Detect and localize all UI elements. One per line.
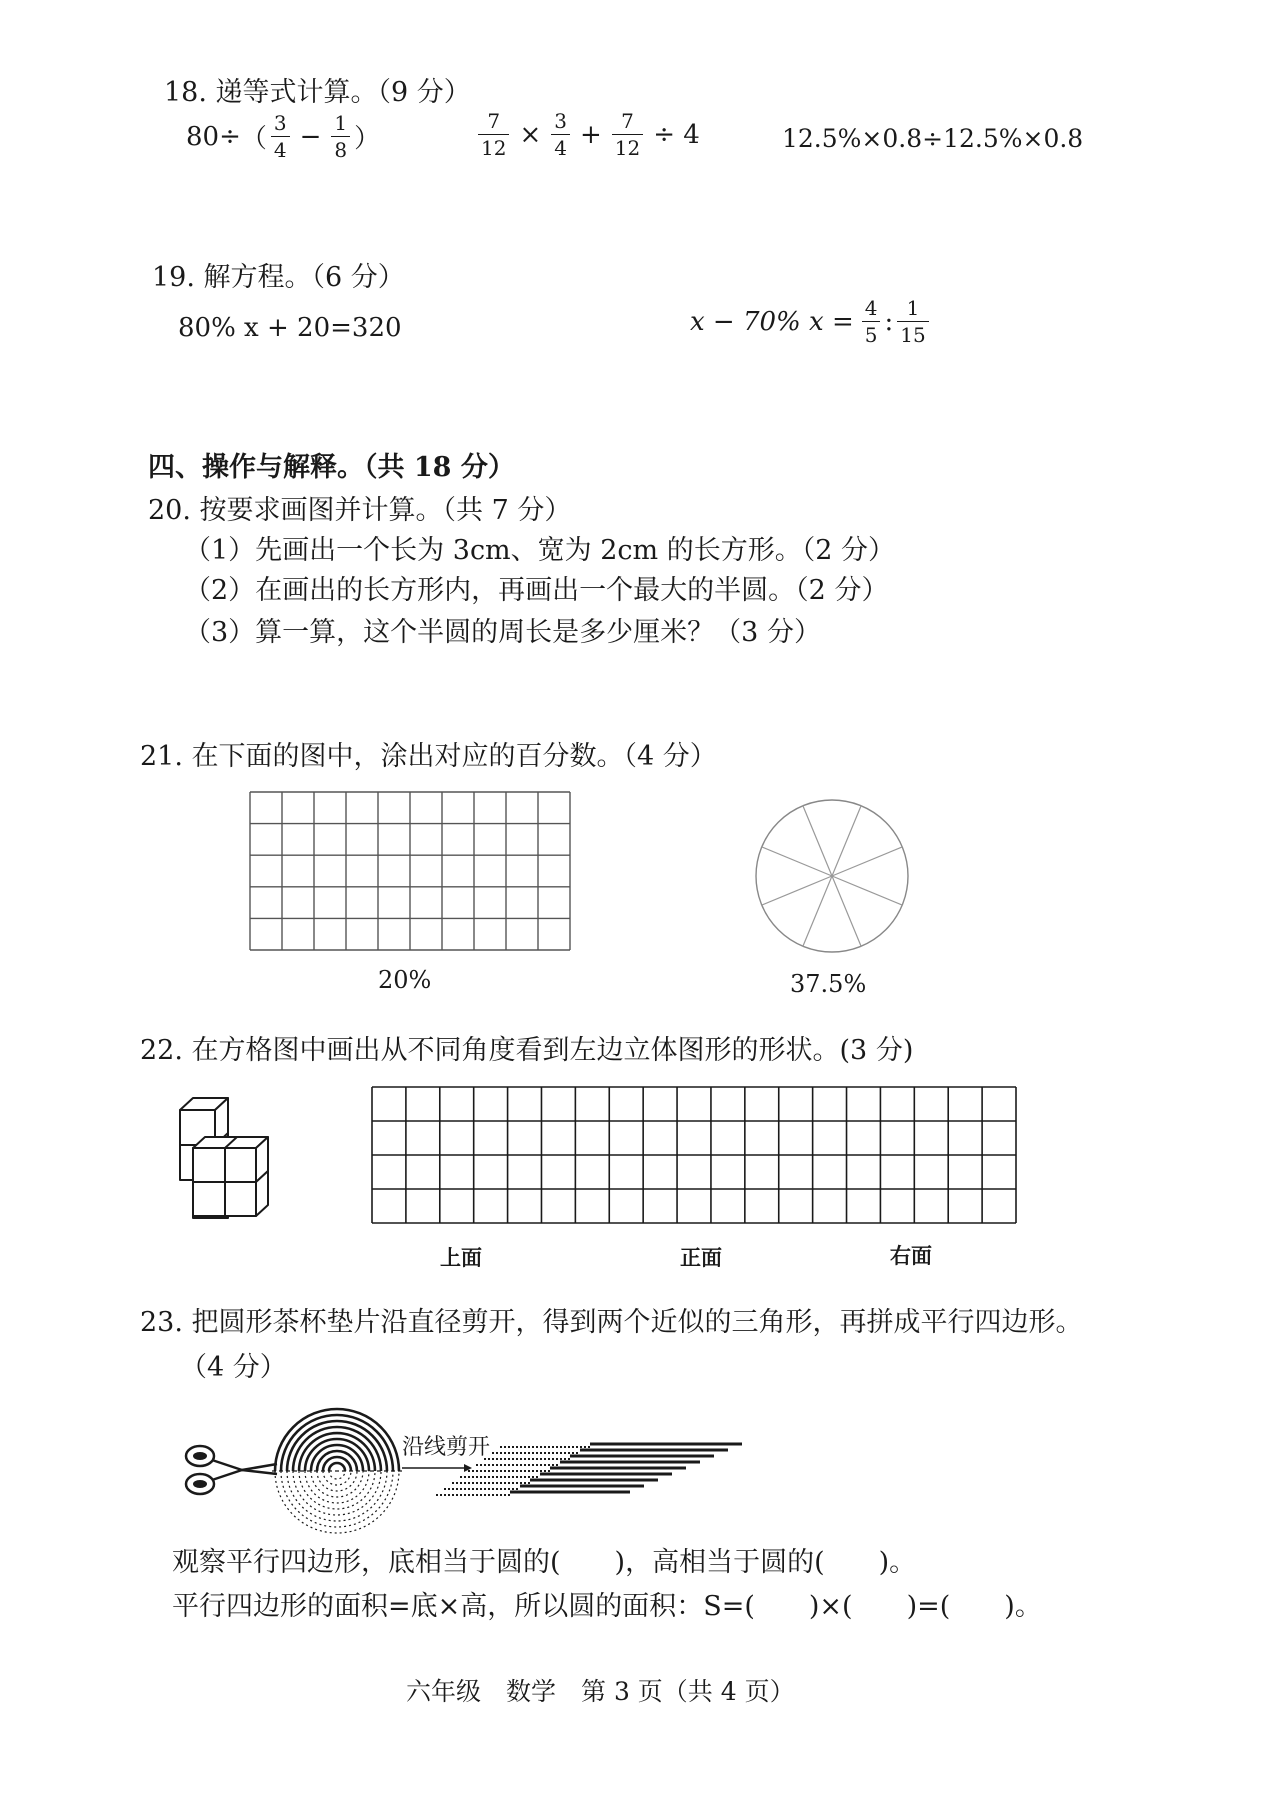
ring-arc bbox=[281, 1471, 393, 1527]
ring-arc bbox=[329, 1471, 345, 1479]
fraction: $\frac{1}{15}$ bbox=[897, 298, 928, 345]
e1-lead: 80÷ bbox=[186, 121, 241, 152]
arrow-right-icon bbox=[402, 1462, 472, 1474]
q18-title: 18. 递等式计算。（9 分） bbox=[164, 77, 471, 108]
ring-arc bbox=[275, 1471, 399, 1533]
ring-arc bbox=[323, 1471, 351, 1485]
q18-expression-1 bbox=[186, 113, 380, 160]
operator: ÷ 4 bbox=[653, 119, 700, 150]
e2-lead: x − 70% x = bbox=[690, 306, 854, 337]
cut-along-line-label: 沿线剪开 bbox=[402, 1435, 491, 1460]
scissors-icon bbox=[182, 1440, 282, 1500]
q23-score: （4 分） bbox=[180, 1352, 287, 1383]
rearranged-triangle-strips bbox=[480, 1438, 750, 1508]
operator: + bbox=[579, 119, 602, 150]
q21-title: 21. 在下面的图中，涂出对应的百分数。（4 分） bbox=[140, 741, 717, 772]
q18-expression-2 bbox=[474, 111, 706, 158]
cube-solid-figure bbox=[175, 1090, 285, 1220]
fraction: $\frac{4}{5}$ bbox=[862, 298, 881, 345]
colon: : bbox=[884, 306, 894, 337]
operator: − bbox=[299, 121, 322, 152]
sector-circle bbox=[752, 796, 912, 956]
percent-grid bbox=[248, 790, 572, 952]
circle-percent-label: 37.5% bbox=[790, 970, 867, 998]
q19-equation-2 bbox=[690, 298, 933, 345]
concentric-rings-disc bbox=[272, 1406, 402, 1536]
q20-step-3: （3）算一算，这个半圆的周长是多少厘米？（3 分） bbox=[184, 617, 821, 648]
page-footer: 六年级 数学 第 3 页（共 4 页） bbox=[406, 1677, 795, 1706]
q22-title: 22. 在方格图中画出从不同角度看到左边立体图形的形状。(3 分) bbox=[140, 1035, 914, 1066]
ring-arc bbox=[311, 1471, 363, 1497]
ring-arc bbox=[305, 1471, 369, 1503]
q20-step-1: （1）先画出一个长为 3cm、宽为 2cm 的长方形。（2 分） bbox=[184, 535, 895, 566]
q18-expression-3: 12.5%×0.8÷12.5%×0.8 bbox=[782, 124, 1084, 153]
q20-step-2: （2）在画出的长方形内，再画出一个最大的半圆。（2 分） bbox=[184, 575, 889, 606]
fraction: $\frac{3}{4}$ bbox=[271, 113, 290, 160]
section-4-title: 四、操作与解释。（共 18 分） bbox=[148, 452, 515, 483]
q23-fill-line-2: 平行四边形的面积=底×高，所以圆的面积：S=( )×( )=( )。 bbox=[172, 1591, 1042, 1622]
view-label-right: 右面 bbox=[890, 1243, 932, 1268]
q19-title: 19. 解方程。（6 分） bbox=[152, 262, 405, 293]
fraction: $\frac{7}{12}$ bbox=[478, 111, 509, 158]
q20-title: 20. 按要求画图并计算。（共 7 分） bbox=[148, 495, 572, 526]
ring-arc bbox=[287, 1471, 387, 1521]
q23-fill-line-1: 观察平行四边形，底相当于圆的( )，高相当于圆的( )。 bbox=[172, 1547, 917, 1578]
q23-title: 23. 把圆形茶杯垫片沿直径剪开，得到两个近似的三角形，再拼成平行四边形。 bbox=[140, 1307, 1083, 1338]
fraction: $\frac{3}{4}$ bbox=[551, 111, 570, 158]
e1-lparen: （ bbox=[240, 124, 267, 154]
operator: × bbox=[519, 119, 542, 150]
fraction: $\frac{7}{12}$ bbox=[612, 111, 643, 158]
fraction: $\frac{1}{8}$ bbox=[331, 113, 350, 160]
e1-rparen: ） bbox=[354, 124, 381, 154]
view-label-top: 上面 bbox=[440, 1245, 482, 1270]
grid-percent-label: 20% bbox=[378, 966, 432, 994]
view-label-front: 正面 bbox=[680, 1245, 722, 1270]
view-grid bbox=[370, 1085, 1018, 1225]
q19-equation-1: 80% x + 20=320 bbox=[178, 313, 402, 343]
ring-arc bbox=[329, 1463, 345, 1471]
